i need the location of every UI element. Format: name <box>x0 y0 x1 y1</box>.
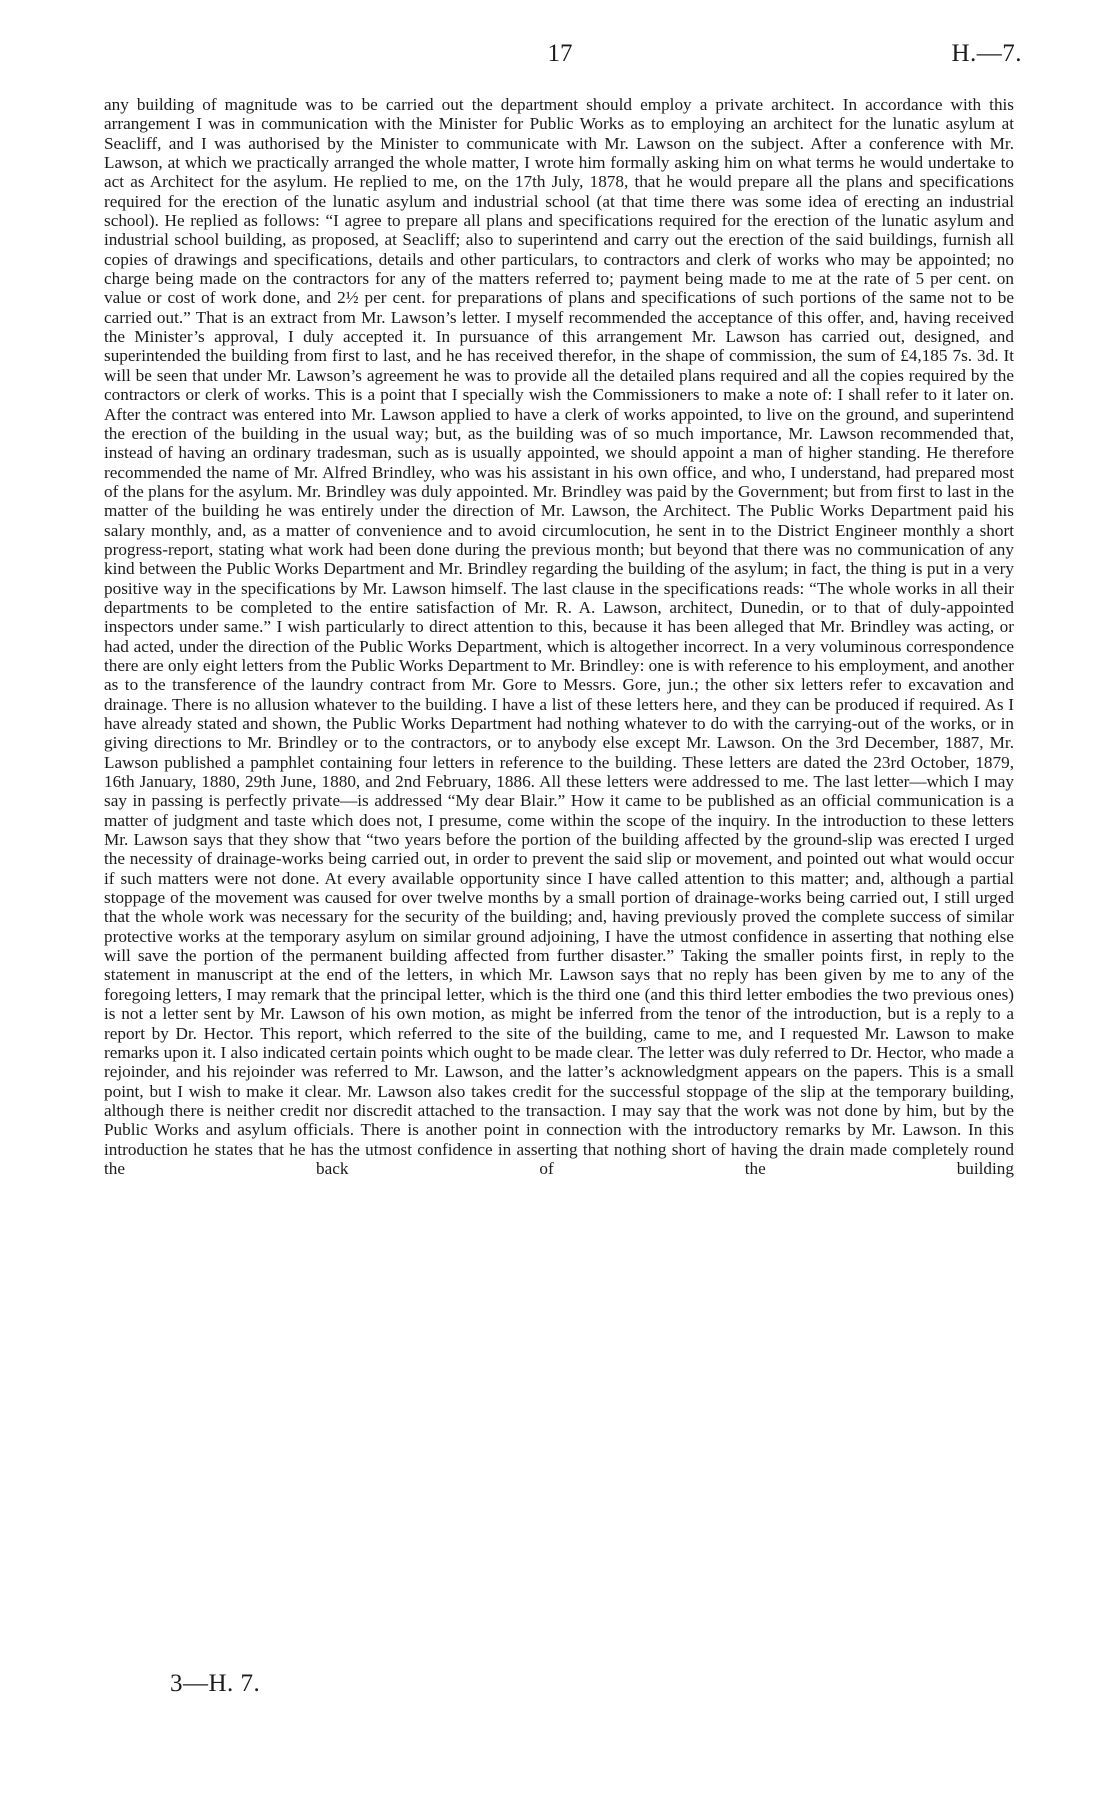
body-paragraph: any building of magnitude was to be carried out the department should employ a private architect. In accordance with this arrangement I was in communication with the Minister for Public Works as to employing an architect for the lunatic asylum at Seacliff, and I was authorised by the Minister to communicate with Mr. Lawson on the subject. After a conference with Mr. Lawson, at which we practically arranged the whole matter, I wrote him formally asking him on what terms he would undertake to act as Architect for the asylum. He replied to me, on the 17th July, 1878, that he would prepare all the plans and specifications required for the erection of the lunatic asylum and industrial school (at that time there was some idea of erecting an industrial school). He replied as follows: “I agree to prepare all plans and specifications required for the erection of the lunatic asylum and industrial school building, as proposed, at Seacliff; also to superintend and carry out the erection of the said buildings, furnish all copies of drawings and specifications, details and other particulars, to contractors and clerk of works who may be appointed; no charge being made on the contractors for any of the matters referred to; payment being made to me at the rate of 5 per cent. on value or cost of work done, and 2½ per cent. for preparations of plans and specifications of such portions of the same not to be carried out.” That is an extract from Mr. Lawson’s letter. I myself recommended the acceptance of this offer, and, having received the Minister’s approval, I duly accepted it. In pursuance of this arrangement Mr. Lawson has carried out, designed, and superintended the building from first to last, and he has received therefor, in the shape of commission, the sum of £4,185 7s. 3d. It will be seen that under Mr. Lawson’s agreement he was to provide all the detailed plans required and all the copies required by the contractors or clerk of works. This is a point that I specially wish the Commissioners to make a note of: I shall refer to it later on. After the contract was entered into Mr. Lawson applied to have a clerk of works appointed, to live on the ground, and superintend the erection of the building in the usual way; but, as the building was of so much importance, Mr. Lawson recommended that, instead of having an ordinary tradesman, such as is usually appointed, we should appoint a man of higher standing. He therefore recommended the name of Mr. Alfred Brindley, who was his assistant in his own office, and who, I understand, had prepared most of the plans for the asylum. Mr. Brindley was duly appointed. Mr. Brindley was paid by the Government; but from first to last in the matter of the building he was entirely under the direction of Mr. Lawson, the Architect. The Public Works Department paid his salary monthly, and, as a matter of convenience and to avoid circumlocution, he sent in to the District Engineer monthly a short progress-report, stating what work had been done during the previous month; but beyond that there was no communication of any kind between the Public Works Department and Mr. Brindley regarding the building of the asylum; in fact, the thing is put in a very positive way in the specifications by Mr. Lawson himself. The last clause in the specifications reads: “The whole works in all their departments to be completed to the entire satisfaction of Mr. R. A. Lawson, architect, Dunedin, or to that of duly-appointed inspectors under same.” I wish particularly to direct attention to this, because it has been alleged that Mr. Brindley was acting, or had acted, under the direction of the Public Works Department, which is altogether incorrect. In a very voluminous correspondence there are only eight letters from the Public Works Department to Mr. Brindley: one is with reference to his employment, and another as to the transference of the laundry contract from Mr. Gore to Messrs. Gore, jun.; the other six letters refer to excavation and drainage. There is no allusion whatever to the building. I have a list of these letters here, and they can be produced if required. As I have already stated and shown, the Public Works Department had nothing whatever to do with the carrying-out of the works, or in giving directions to Mr. Brindley or to the contractors, or to anybody else except Mr. Lawson. On the 3rd December, 1887, Mr. Lawson published a pamphlet containing four letters in reference to the building. These letters are dated the 23rd October, 1879, 16th January, 1880, 29th June, 1880, and 2nd February, 1886. All these letters were addressed to me. The last letter—which I may say in passing is perfectly private—is addressed “My dear Blair.” How it came to be published as an official communication is a matter of judgment and taste which does not, I presume, come within the scope of the inquiry. In the introduction to these letters Mr. Lawson says that they show that “two years before the portion of the building affected by the ground-slip was erected I urged the necessity of drainage-works being carried out, in order to prevent the said slip or movement, and pointed out what would occur if such matters were not done. At every available opportunity since I have called attention to this matter; and, although a partial stoppage of the movement was caused for over twelve months by a small portion of drainage-works being carried out, I still urged that the whole work was necessary for the security of the building; and, having previously proved the complete success of similar protective works at the temporary asylum on similar ground adjoining, I have the utmost confidence in asserting that nothing else will save the portion of the permanent building affected from further disaster.” Taking the smaller points first, in reply to the statement in manuscript at the end of the letters, in which Mr. Lawson says that no reply has been given by me to any of the foregoing letters, I may remark that the principal letter, which is the third one (and this third letter embodies the two previous ones) is not a letter sent by Mr. Lawson of his own motion, as might be inferred from the tenor of the introduction, but is a reply to a report by Dr. Hector. This report, which referred to the site of the building, came to me, and I requested Mr. Lawson to make remarks upon it. I also indicated certain points which ought to be made clear. The letter was duly referred to Dr. Hector, who made a rejoinder, and his rejoinder was referred to Mr. Lawson, and the latter’s acknowledgment appears on the papers. This is a small point, but I wish to make it clear. Mr. Lawson also takes credit for the successful stoppage of the slip at the temporary building, although there is neither credit nor discredit attached to the transaction. I may say that the work was not done by him, but by the Public Works and asylum officials. There is another point in connection with the introductory remarks by Mr. Lawson. In this introduction he states that he has the utmost confidence in asserting that nothing short of having the drain made completely round the back of the building <box>104 95 1014 1178</box>
signature-mark: 3—H. 7. <box>170 1670 261 1697</box>
body-text <box>104 95 1014 1178</box>
page-number: 17 <box>547 40 573 67</box>
document-code: H.—7. <box>951 40 1022 67</box>
